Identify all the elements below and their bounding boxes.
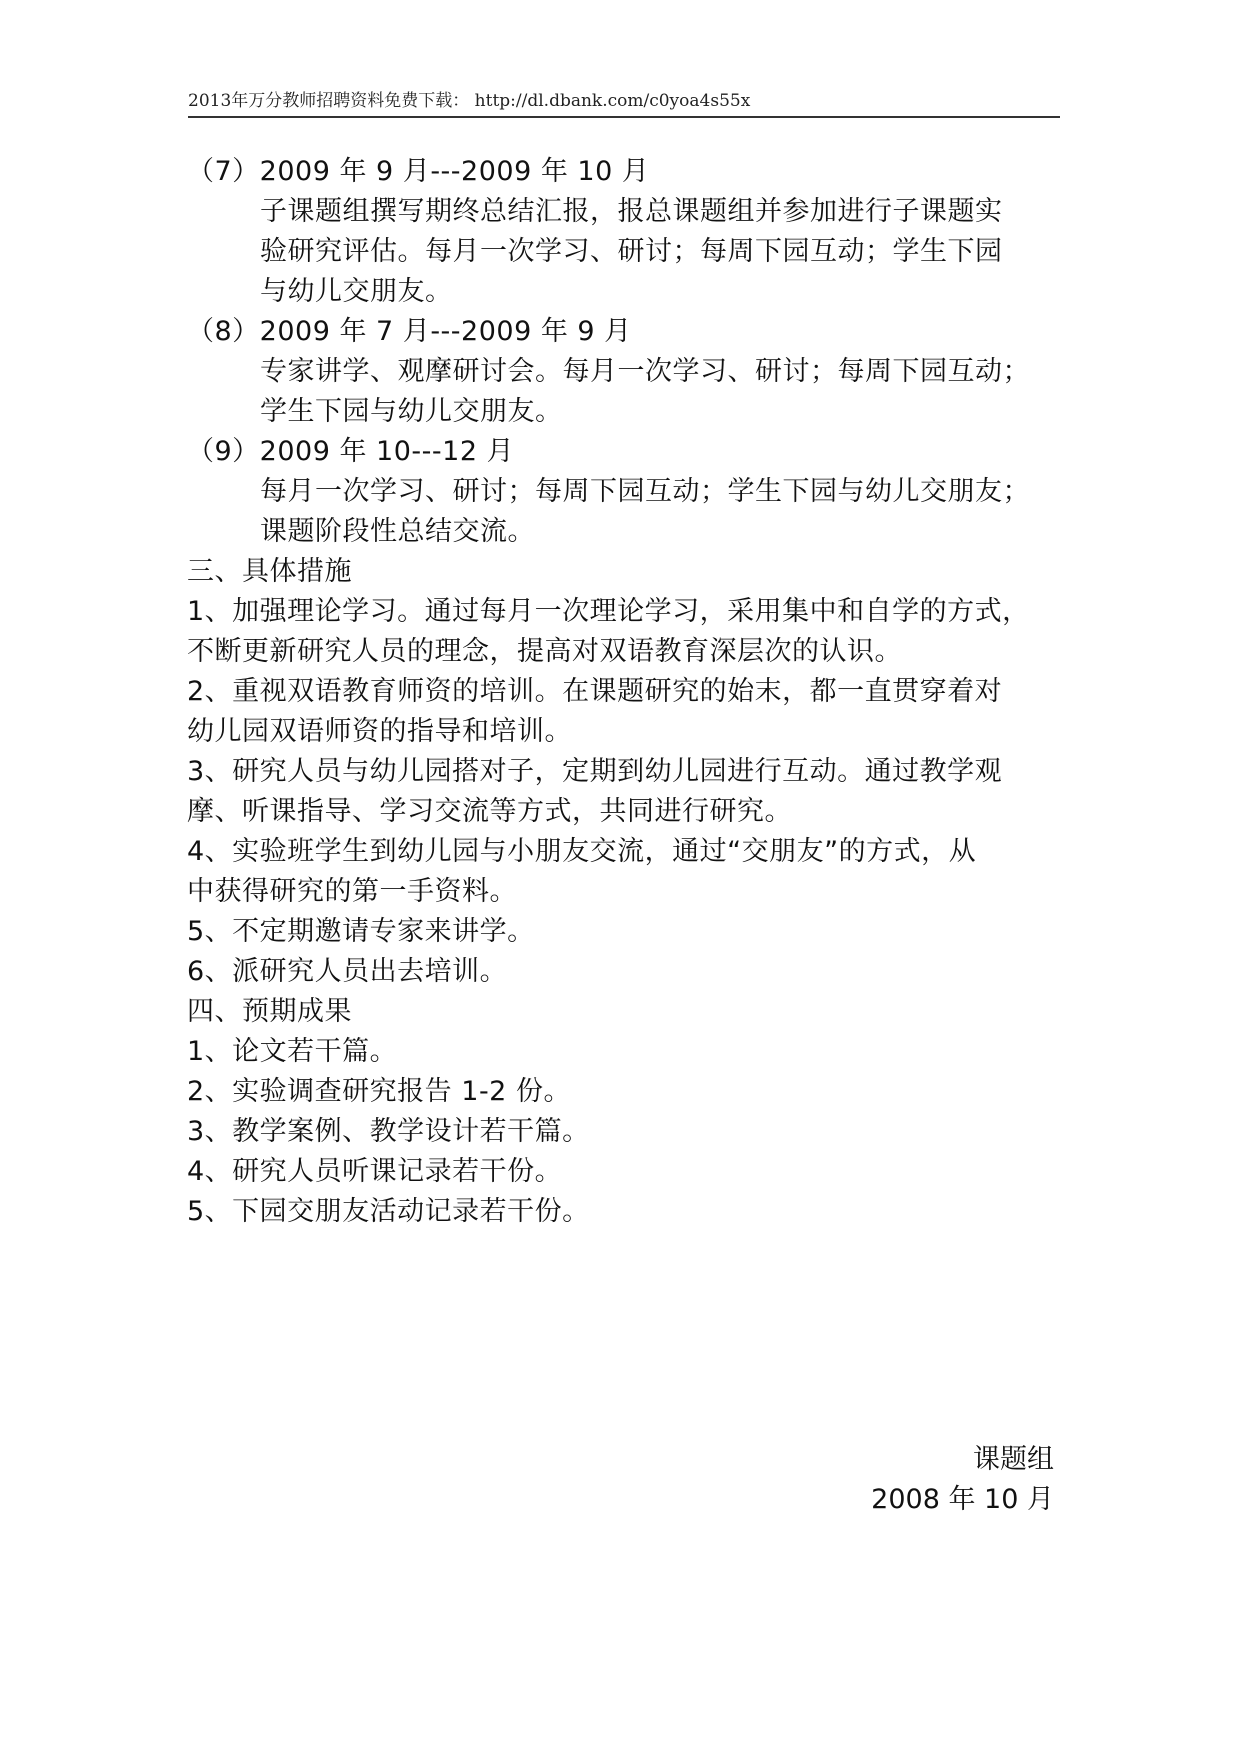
schedule-text-line: 专家讲学、观摩研讨会。每月一次学习、研讨；每周下园互动； [260,356,1030,387]
signature-block [871,1440,1054,1520]
paragraph-line: 3、研究人员与幼儿园搭对子，定期到幼儿园进行互动。通过教学观 [187,756,1003,787]
schedule-item-8 [187,312,1067,432]
list-item: 5、下园交朋友活动记录若干份。 [187,1196,590,1227]
list-item: 3、教学案例、教学设计若干篇。 [187,1116,590,1147]
results-section [187,992,1067,1232]
schedule-text-line: 验研究评估。每月一次学习、研讨；每周下园互动；学生下园 [260,236,1003,267]
measures-section [187,552,1067,992]
signature-group: 课题组 [973,1444,1054,1475]
paragraph-line: 2、重视双语教育师资的培训。在课题研究的始末，都一直贯穿着对 [187,676,1003,707]
paragraph-line: 幼儿园双语师资的指导和培训。 [187,716,572,747]
schedule-text-line: 子课题组撰写期终总结汇报，报总课题组并参加进行子课题实 [260,196,1003,227]
list-item: 4、研究人员听课记录若干份。 [187,1156,563,1187]
page-header: 2013年万分教师招聘资料免费下载： http://dl.dbank.com/c0yoa4s55x [188,88,1060,118]
schedule-text-line: 学生下园与幼儿交朋友。 [260,396,563,427]
schedule-text-line: 每月一次学习、研讨；每周下园互动；学生下园与幼儿交朋友； [260,476,1030,507]
paragraph-line: 中获得研究的第一手资料。 [187,876,517,907]
list-item: 1、论文若干篇。 [187,1036,398,1067]
document-body [187,152,1067,1232]
schedule-heading: （7）2009 年 9 月---2009 年 10 月 [187,156,650,187]
schedule-heading: （9）2009 年 10---12 月 [187,436,515,467]
section-title: 三、具体措施 [187,556,352,587]
schedule-item-7 [187,152,1067,312]
paragraph-line: 4、实验班学生到幼儿园与小朋友交流，通过“交朋友”的方式，从 [187,836,977,867]
schedule-heading: （8）2009 年 7 月---2009 年 9 月 [187,316,632,347]
section-title: 四、预期成果 [187,996,352,1027]
list-item: 2、实验调查研究报告 1-2 份。 [187,1076,571,1107]
paragraph-line: 摩、听课指导、学习交流等方式，共同进行研究。 [187,796,792,827]
paragraph-line: 5、不定期邀请专家来讲学。 [187,916,535,947]
schedule-text-line: 与幼儿交朋友。 [260,276,453,307]
schedule-item-9 [187,432,1067,552]
signature-date: 2008 年 10 月 [871,1484,1054,1515]
paragraph-line: 不断更新研究人员的理念，提高对双语教育深层次的认识。 [187,636,902,667]
paragraph-line: 6、派研究人员出去培训。 [187,956,508,987]
paragraph-line: 1、加强理论学习。通过每月一次理论学习，采用集中和自学的方式， [187,596,1030,627]
schedule-text-line: 课题阶段性总结交流。 [260,516,535,547]
